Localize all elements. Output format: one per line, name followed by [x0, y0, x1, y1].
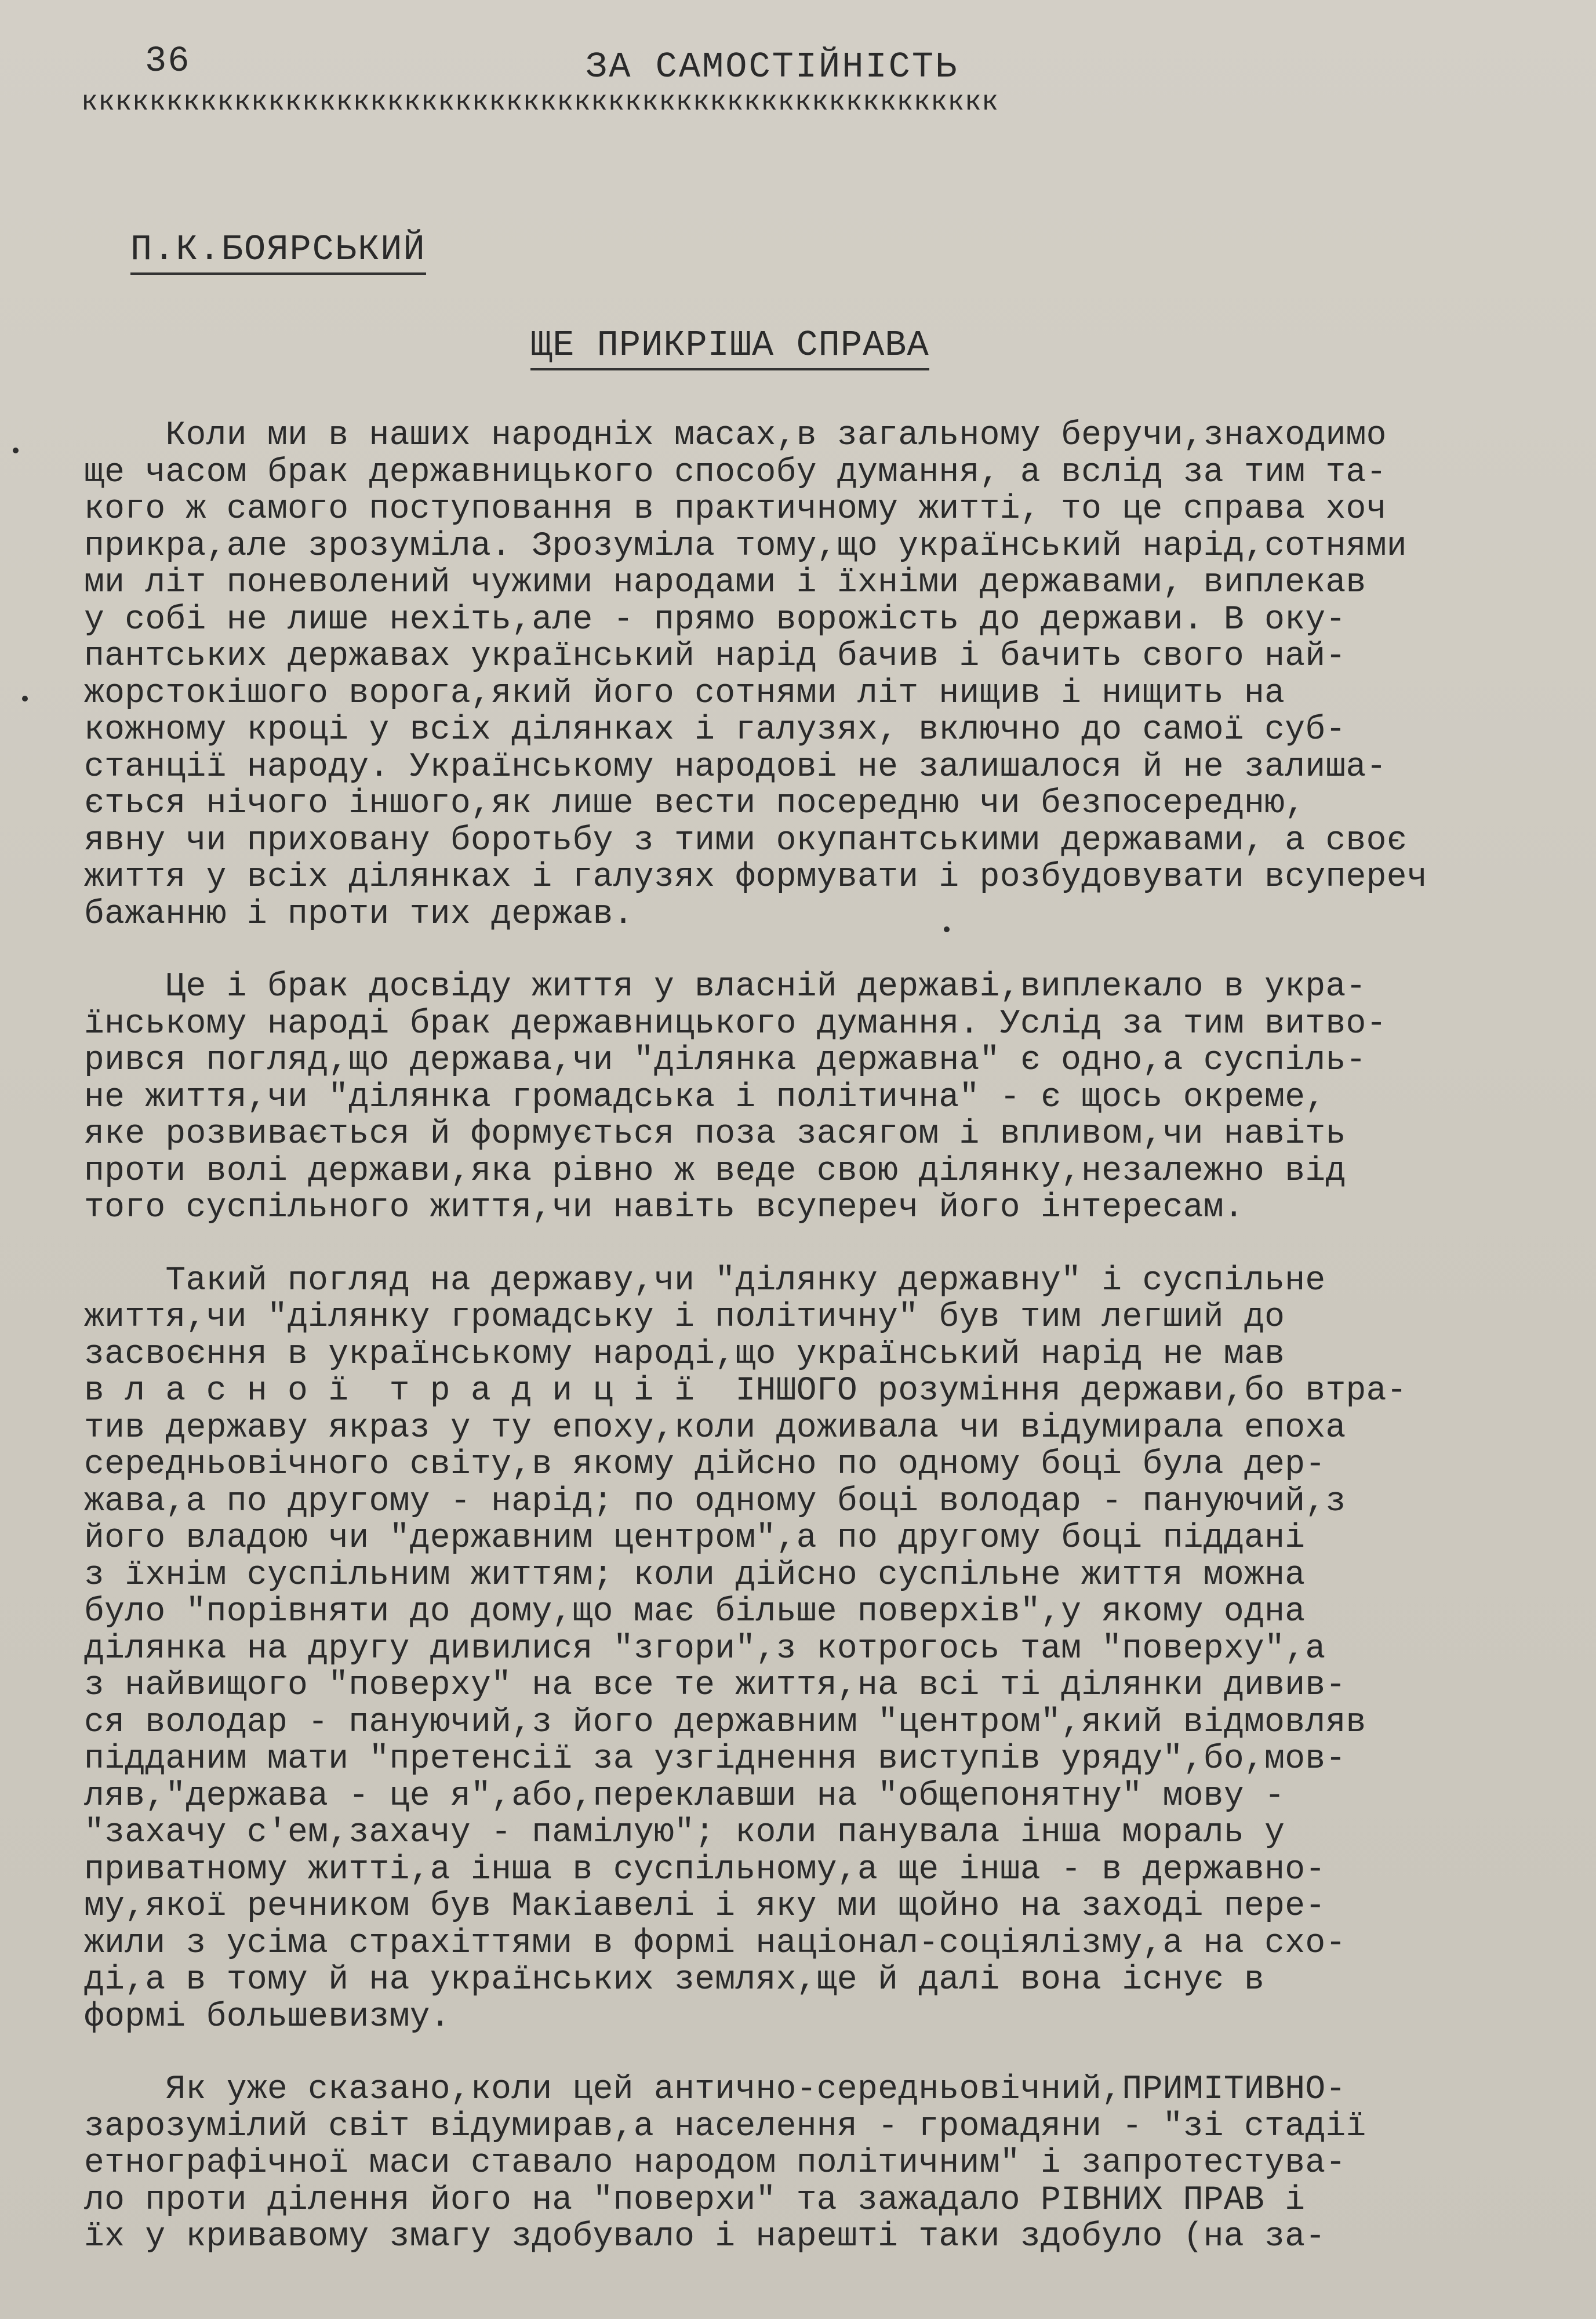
text-line: в л а с н о ї т р а д и ц і ї ІНШОГО розуміння держави,бо втра- [84, 1372, 1407, 1410]
paragraph [84, 417, 1499, 933]
text-line: зарозумілий світ відумирав,а населення - громадяни - "зі стадії [84, 2107, 1366, 2146]
text-line: ється нічого іншого,як лише вести посередню чи безпосередню, [84, 785, 1306, 823]
text-line: кого ж самого поступовання в практичному житті, то це справа хоч [84, 490, 1387, 528]
text-line: кожному кроці у всіх ділянках і галузях, включно до самої суб- [84, 711, 1346, 749]
text-line: станції народу. Українському народові не залишалося й не залиша- [84, 748, 1387, 786]
header-rule: кккккккккккккккккккккккккккккккккккккккккккккккккккккк [81, 87, 999, 118]
paragraph [84, 2071, 1499, 2256]
text-line: було "порівняти до дому,що має більше поверхів",у якому одна [84, 1593, 1306, 1631]
text-line: бажанню і проти тих держав. [84, 895, 634, 933]
text-line: не життя,чи "ділянка громадська і політична" - є щось окреме, [84, 1078, 1326, 1117]
text-line: Це і брак досвіду життя у власній державі,виплекало в укра- [84, 968, 1366, 1006]
author-name: П.К.БОЯРСЬКИЙ [130, 229, 426, 275]
text-line: етнографічної маси ставало народом політичним" і запротестува- [84, 2144, 1346, 2182]
text-line: явну чи приховану боротьбу з тими окупантськими державами, а своє [84, 822, 1407, 860]
text-line: ся володар - пануючий,з його державним "центром",який відмовляв [84, 1703, 1366, 1742]
text-line: середньовічного світу,в якому дійсно по одному боці була дер- [84, 1446, 1326, 1484]
text-line: їх у кривавому змагу здобувало і нарешті таки здобуло (на за- [84, 2218, 1326, 2256]
text-line: "захачу с'ем,захачу - памілую"; коли панувала інша мораль у [84, 1814, 1285, 1852]
text-line: ще часом брак державницького способу думання, а вслід за тим та- [84, 453, 1387, 492]
article-title: ЩЕ ПРИКРІША СПРАВА [530, 325, 929, 370]
text-line: му,якої речником був Макіавелі і яку ми щойно на заході пере- [84, 1888, 1326, 1925]
margin-speck [13, 448, 19, 453]
text-line: прикра,але зрозуміла. Зрозуміла тому,що український нарід,сотнями [84, 527, 1407, 565]
text-line: жили з усіма страхіттями в формі націонал-соціялізму,а на схо- [84, 1924, 1346, 1962]
text-line: у собі не лише нехіть,але - прямо ворожість до держави. В оку- [84, 601, 1346, 639]
text-line: його владою чи "державним центром",а по другому боці піддані [84, 1520, 1306, 1557]
page-number: 36 [145, 41, 191, 82]
article-body [84, 417, 1499, 2292]
text-line: ми літ поневолений чужими народами і їхніми державами, виплекав [84, 564, 1366, 602]
text-line: ділянка на другу дивилися "згори",з котрогось там "поверху",а [84, 1630, 1326, 1668]
margin-speck [944, 926, 950, 932]
text-line: з їхнім суспільним життям; коли дійсно суспільне життя можна [84, 1556, 1306, 1594]
text-line: засвоєння в українському народі,що український нарід не мав [84, 1335, 1285, 1373]
text-line: приватному житті,а інша в суспільному,а ще інша - в державно- [84, 1851, 1326, 1889]
text-line: формі большевизму. [84, 1998, 450, 2036]
text-line: того суспільного життя,чи навіть всупереч його інтересам. [84, 1189, 1245, 1227]
paragraph [84, 1263, 1499, 2036]
text-line: їнському народі брак державницького думання. Услід за тим витво- [84, 1005, 1387, 1043]
text-line: ді,а в тому й на українських землях,ще й далі вона існує в [84, 1961, 1265, 1999]
text-line: ляв,"держава - це я",або,переклавши на "общепонятну" мову - [84, 1777, 1285, 1815]
text-line: Коли ми в наших народніх масах,в загальному беручи,знаходимо [84, 417, 1387, 455]
text-line: ло проти ділення його на "поверхи" та зажадало РІВНИХ ПРАВ і [84, 2181, 1306, 2219]
text-line: жава,а по другому - нарід; по одному боці володар - пануючий,з [84, 1482, 1346, 1521]
text-line: жорстокішого ворога,який його сотнями літ нищив і нищить на [84, 674, 1285, 713]
margin-speck [22, 696, 28, 701]
text-line: рився погляд,що держава,чи "ділянка державна" є одно,а суспіль- [84, 1042, 1366, 1079]
text-line: Такий погляд на державу,чи "ділянку державну" і суспільне [84, 1262, 1326, 1300]
text-line: тив державу якраз у ту епоху,коли доживала чи відумирала епоха [84, 1409, 1346, 1447]
text-line: підданим мати "претенсії за узгіднення виступів уряду",бо,мов- [84, 1740, 1346, 1778]
text-line: Як уже сказано,коли цей антично-середньовічний,ПРИМІТИВНО- [84, 2071, 1346, 2109]
paragraph [84, 969, 1499, 1227]
text-line: з найвищого "поверху" на все те життя,на всі ті ділянки дивив- [84, 1667, 1346, 1704]
text-line: пантських державах український нарід бачив і бачить свого най- [84, 638, 1346, 675]
text-line: життя у всіх ділянках і галузях формувати і розбудовувати всупереч [84, 859, 1427, 896]
running-title: ЗА САМОСТІЙНІСТЬ [586, 46, 959, 88]
text-line: яке розвивається й формується поза засягом і впливом,чи навіть [84, 1115, 1346, 1153]
text-line: проти волі держави,яка рівно ж веде свою ділянку,незалежно від [84, 1152, 1346, 1190]
text-line: життя,чи "ділянку громадську і політичну" був тим легший до [84, 1299, 1285, 1336]
